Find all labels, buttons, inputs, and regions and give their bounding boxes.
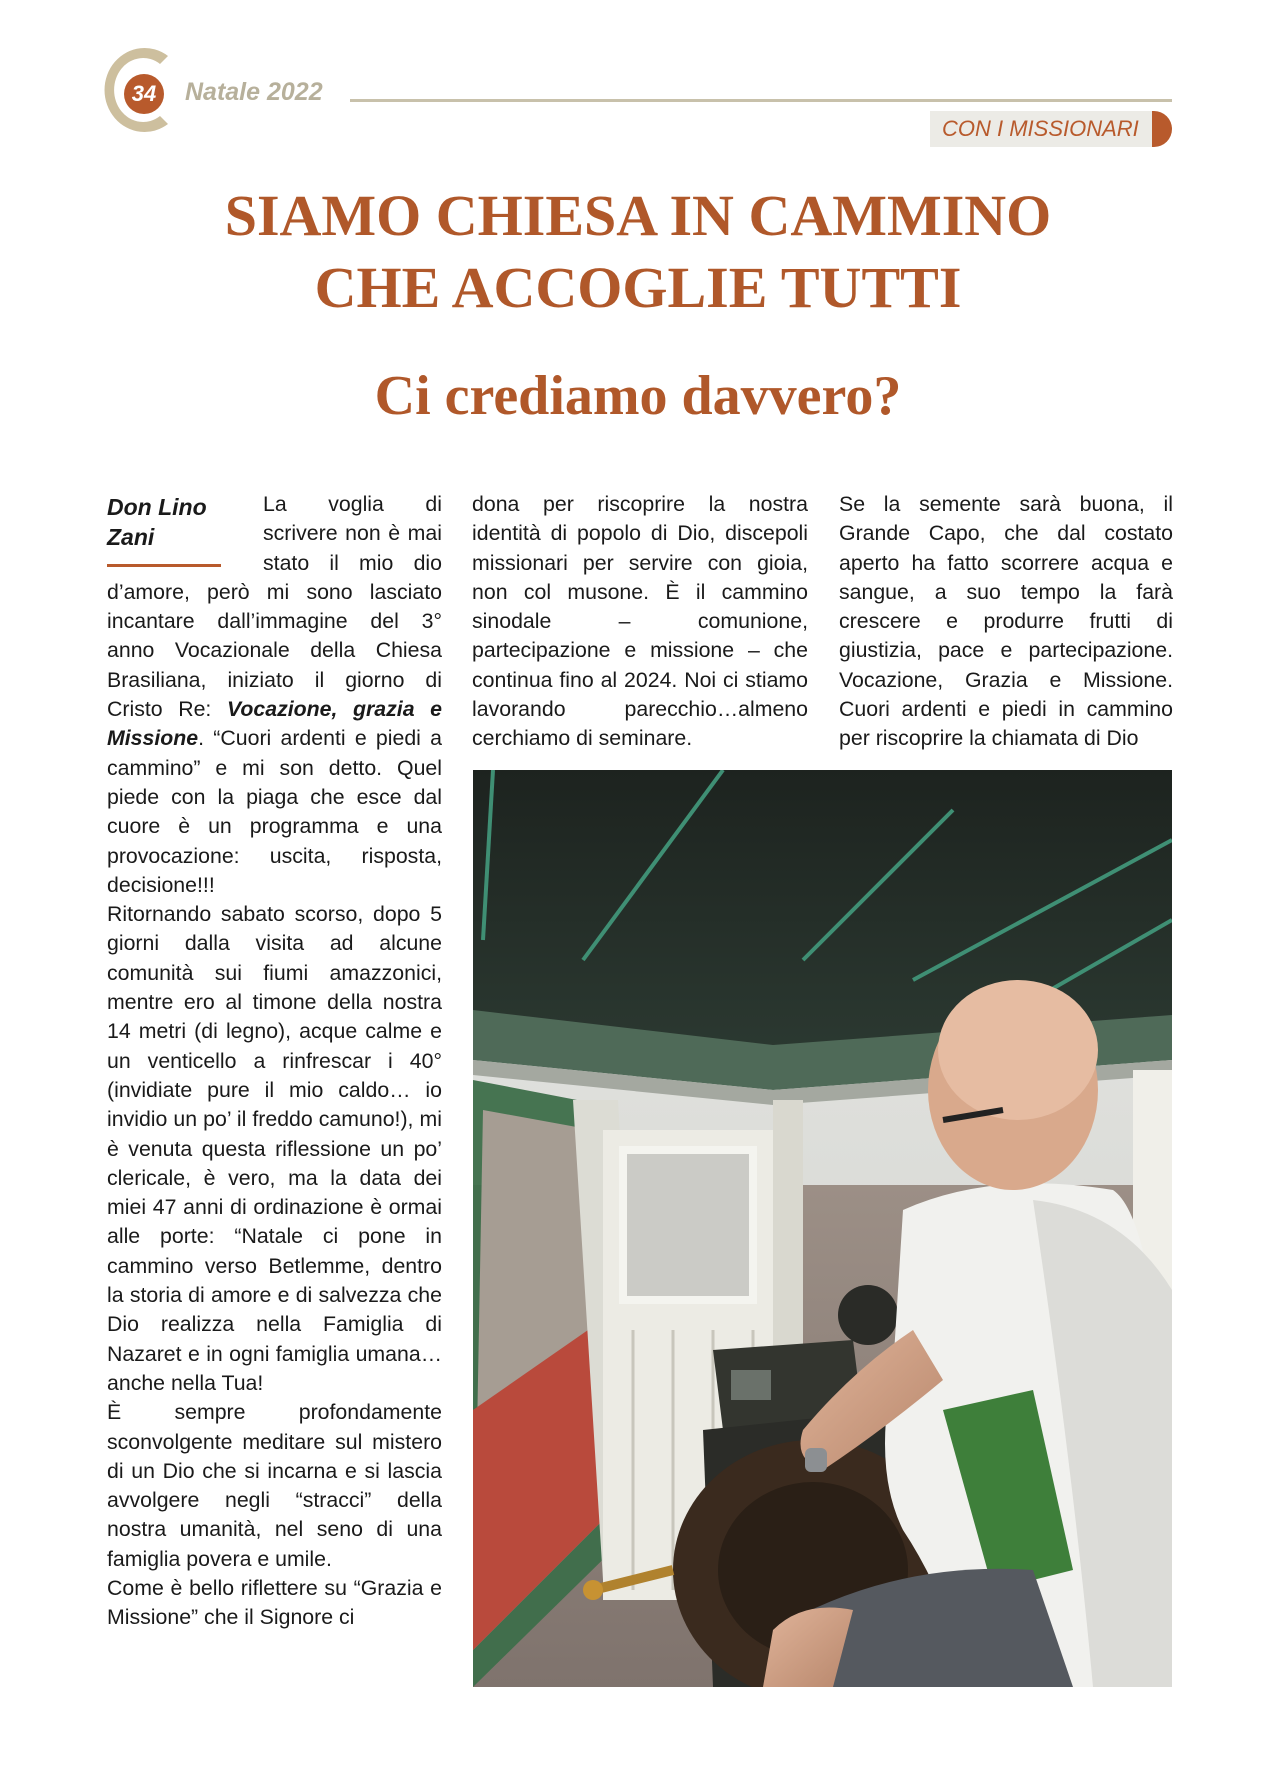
paragraph-1: La voglia di scrivere non è mai stato il mio dio d’amore, però mi sono lasciato incantare dall’immagine del 3° anno Vocazionale della Chiesa Brasiliana, iniziato il giorno di Cristo Re: Vocazione, grazia e Missione. “Cuori ardenti e piedi a cammino” e mi son detto. Quel piede con la piaga che esce dal cuore è un programma e una provocazione: uscita, risposta, decisione!!! (107, 492, 442, 897)
section-tab-marker (1152, 111, 1172, 147)
paragraph-col2: dona per riscoprire la nostra identità di popolo di Dio, discepoli missionari per servire con gioia, non col musone. È il cammino sinodale – comunione, partecipazione e missione – che continua fino al 2024. Noi ci stiamo lavorando parecchio…almeno cerchiamo di seminare. (472, 492, 808, 751)
title-line-2: CHE ACCOGLIE TUTTI (314, 255, 962, 320)
author-name: Don Lino Zani (107, 494, 207, 550)
column-2 (472, 490, 808, 754)
paragraph-3: È sempre profondamente sconvolgente meditare sul mistero di un Dio che si incarna e si lascia avvolgere negli “stracci” della nostra umanità, nel seno di una famiglia povera e umile. (107, 1400, 442, 1571)
section-tag: CON I MISSIONARI (930, 111, 1152, 147)
title-line-1: SIAMO CHIESA IN CAMMINO (224, 183, 1052, 248)
paragraph-2: Ritornando sabato scorso, dopo 5 giorni dalla visita ad alcune comunità sui fiumi amazzonici, mentre ero al timone della nostra 14 metri (di legno), acque calme e un venticello a rinfrescar i 40° (invidiate pure il mio caldo… io invidio un po’ il freddo camuno!), mi è venuta questa riflessione un po’ clericale, è vero, ma la data dei miei 47 anni di ordinazione è ormai alle porte: “Natale ci pone in cammino verso Betlemme, dentro la storia di amore e di salvezza che Dio realizza nella Famiglia di Nazaret e in ogni famiglia umana… anche nella Tua! (107, 902, 442, 1395)
header-divider (350, 99, 1172, 102)
boat-helm-photo (473, 770, 1172, 1687)
byline (107, 492, 221, 567)
emphasis-text: Vocazione, grazia e Missione (107, 697, 442, 751)
page-number: 34 (124, 74, 164, 114)
paragraph-col3: Se la semente sarà buona, il Grande Capo, che dal costato aperto ha fatto scorrere acqua e sangue, a suo tempo la farà crescere e produrre frutti di giustizia, pace e partecipazione. Vocazione, Grazia e Missione. Cuori ardenti e piedi in cammino per riscoprire la chiamata di Dio (839, 492, 1173, 751)
issue-label: Natale 2022 (185, 78, 323, 106)
article-title (0, 180, 1276, 324)
article-subtitle: Ci crediamo davvero? (374, 365, 902, 427)
column-3 (839, 490, 1173, 754)
column-1 (107, 490, 442, 1700)
paragraph-4: Come è bello riflettere su “Grazia e Missione” che il Signore ci (107, 1575, 442, 1630)
byline-divider (107, 564, 221, 567)
